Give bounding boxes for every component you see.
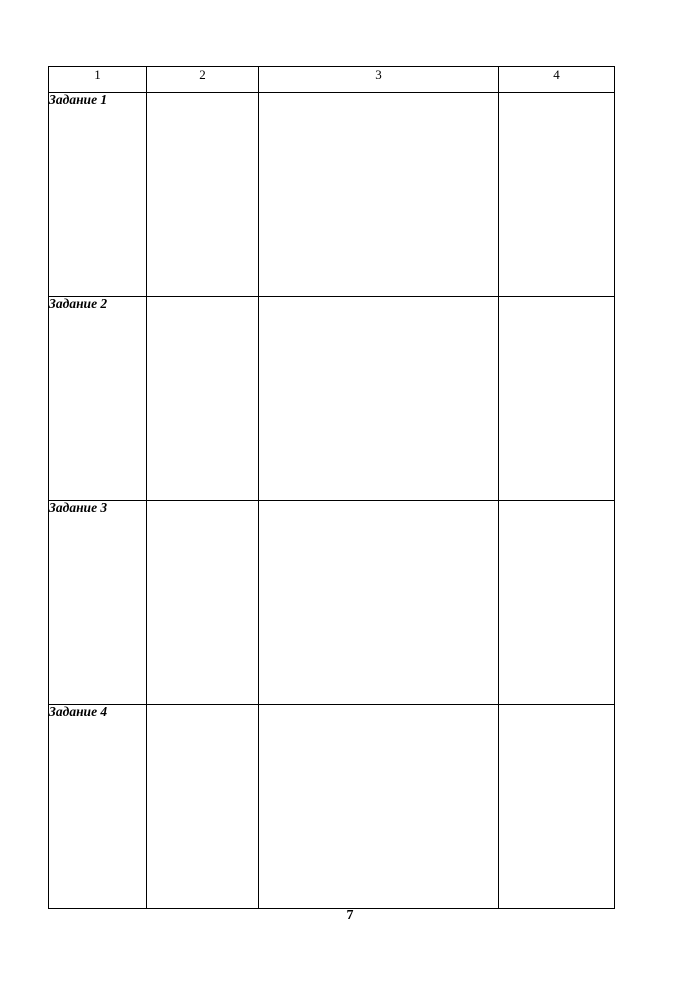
answer-cell-row4-col4[interactable] xyxy=(499,705,615,909)
answer-cell-row3-col3[interactable] xyxy=(259,501,499,705)
task-label-2: Задание 2 xyxy=(49,297,147,501)
answer-cell-row2-col3[interactable] xyxy=(259,297,499,501)
answer-cell-row2-col2[interactable] xyxy=(147,297,259,501)
worksheet-table xyxy=(48,66,615,909)
column-header-3: 3 xyxy=(259,67,499,93)
answer-cell-row1-col3[interactable] xyxy=(259,93,499,297)
answer-cell-row3-col2[interactable] xyxy=(147,501,259,705)
table-header-row xyxy=(49,67,615,93)
answer-cell-row1-col4[interactable] xyxy=(499,93,615,297)
task-label-1: Задание 1 xyxy=(49,93,147,297)
column-header-1: 1 xyxy=(49,67,147,93)
task-label-4: Задание 4 xyxy=(49,705,147,909)
task-label-3: Задание 3 xyxy=(49,501,147,705)
column-header-4: 4 xyxy=(499,67,615,93)
table-row xyxy=(49,297,615,501)
page-number: 7 xyxy=(346,908,354,923)
answer-cell-row3-col4[interactable] xyxy=(499,501,615,705)
table-row xyxy=(49,93,615,297)
answer-cell-row4-col3[interactable] xyxy=(259,705,499,909)
column-header-2: 2 xyxy=(147,67,259,93)
table-row xyxy=(49,501,615,705)
answer-cell-row4-col2[interactable] xyxy=(147,705,259,909)
answer-cell-row1-col2[interactable] xyxy=(147,93,259,297)
answer-cell-row2-col4[interactable] xyxy=(499,297,615,501)
table-row xyxy=(49,705,615,909)
